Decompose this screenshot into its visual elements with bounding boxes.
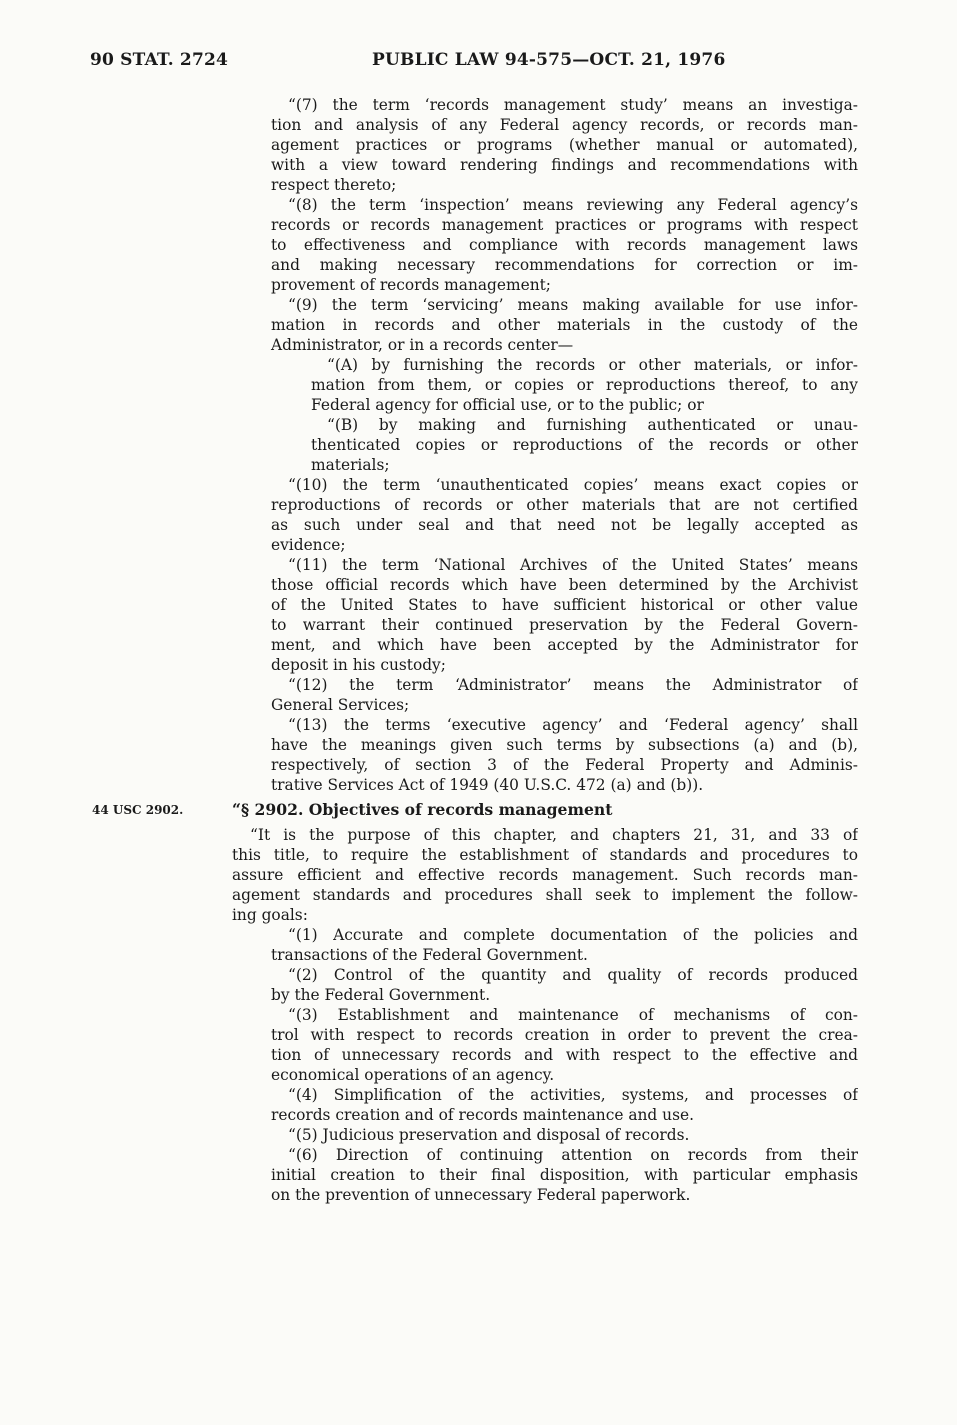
text-line: “(8) the term ‘inspection’ means reviewing any Federal agency’s xyxy=(288,196,858,214)
text-line: those official records which have been determined by the Archivist xyxy=(271,576,858,594)
stat-page-number: 90 STAT. 2724 xyxy=(90,50,229,70)
text-line: initial creation to their final disposition, with particular emphasis xyxy=(271,1166,858,1184)
text-line: assure efficient and effective records management. Such records man- xyxy=(232,866,858,884)
text-line: “(3) Establishment and maintenance of mechanisms of con- xyxy=(288,1006,858,1024)
text-line: and making necessary recommendations for correction or im- xyxy=(271,256,858,274)
text-line: agement practices or programs (whether manual or automated), xyxy=(271,136,858,154)
text-line: with a view toward rendering findings and recommendations with xyxy=(271,156,858,174)
text-line: “(9) the term ‘servicing’ means making available for use infor- xyxy=(288,296,858,314)
text-line: as such under seal and that need not be legally accepted as xyxy=(271,516,858,534)
text-line: “(13) the terms ‘executive agency’ and ‘Federal agency’ shall xyxy=(288,716,858,734)
text-line: have the meanings given such terms by subsections (a) and (b), xyxy=(271,736,858,754)
text-line: this title, to require the establishment of standards and procedures to xyxy=(232,846,858,864)
text-line: on the prevention of unnecessary Federal paperwork. xyxy=(271,1186,691,1204)
text-line: tion and analysis of any Federal agency records, or records man- xyxy=(271,116,858,134)
text-line: ing goals: xyxy=(232,906,308,924)
text-line: evidence; xyxy=(271,536,346,554)
running-title: PUBLIC LAW 94-575—OCT. 21, 1976 xyxy=(372,50,726,70)
text-line: reproductions of records or other materials that are not certified xyxy=(271,496,858,514)
text-line: “(2) Control of the quantity and quality of records produced xyxy=(288,966,858,984)
text-line: ment, and which have been accepted by the Administrator for xyxy=(271,636,858,654)
text-line: “(1) Accurate and complete documentation of the policies and xyxy=(288,926,858,944)
margin-citation: 44 USC 2902. xyxy=(92,803,184,817)
text-line: “(10) the term ‘unauthenticated copies’ means exact copies or xyxy=(288,476,858,494)
text-line: trative Services Act of 1949 (40 U.S.C. 472 (a) and (b)). xyxy=(271,776,704,794)
text-line: transactions of the Federal Government. xyxy=(271,946,588,964)
text-line: respect thereto; xyxy=(271,176,397,194)
section-heading: “§ 2902. Objectives of records management xyxy=(232,800,613,819)
text-line: records creation and of records maintenance and use. xyxy=(271,1106,694,1124)
text-line: mation from them, or copies or reproductions thereof, to any xyxy=(311,376,858,394)
text-line: records or records management practices or programs with respect xyxy=(271,216,858,234)
text-line: deposit in his custody; xyxy=(271,656,446,674)
text-line: “(11) the term ‘National Archives of the United States’ means xyxy=(288,556,858,574)
text-line: General Services; xyxy=(271,696,410,714)
text-line: trol with respect to records creation in order to prevent the crea- xyxy=(271,1026,858,1044)
text-line: Federal agency for official use, or to the public; or xyxy=(311,396,704,414)
text-line: Administrator, or in a records center— xyxy=(271,336,574,354)
text-line: tion of unnecessary records and with respect to the effective and xyxy=(271,1046,858,1064)
text-line: agement standards and procedures shall seek to implement the follow- xyxy=(232,886,858,904)
text-line: “It is the purpose of this chapter, and chapters 21, 31, and 33 of xyxy=(250,826,858,844)
text-line: “(7) the term ‘records management study’ means an investiga- xyxy=(288,96,858,114)
text-line: “(A) by furnishing the records or other materials, or infor- xyxy=(327,356,858,374)
text-line: “(B) by making and furnishing authenticated or unau- xyxy=(327,416,858,434)
text-line: “(5) Judicious preservation and disposal of records. xyxy=(288,1126,690,1144)
text-line: mation in records and other materials in the custody of the xyxy=(271,316,858,334)
text-line: “(12) the term ‘Administrator’ means the Administrator of xyxy=(288,676,858,694)
text-line: to warrant their continued preservation by the Federal Govern- xyxy=(271,616,858,634)
text-line: “(6) Direction of continuing attention on records from their xyxy=(288,1146,858,1164)
text-line: materials; xyxy=(311,456,390,474)
text-line: respectively, of section 3 of the Federal Property and Adminis- xyxy=(271,756,858,774)
text-line: to effectiveness and compliance with records management laws xyxy=(271,236,858,254)
text-line: economical operations of an agency. xyxy=(271,1066,555,1084)
text-line: “(4) Simplification of the activities, systems, and processes of xyxy=(288,1086,858,1104)
text-line: of the United States to have sufficient historical or other value xyxy=(271,596,858,614)
text-line: thenticated copies or reproductions of the records or other xyxy=(311,436,858,454)
text-line: provement of records management; xyxy=(271,276,551,294)
text-line: by the Federal Government. xyxy=(271,986,491,1004)
